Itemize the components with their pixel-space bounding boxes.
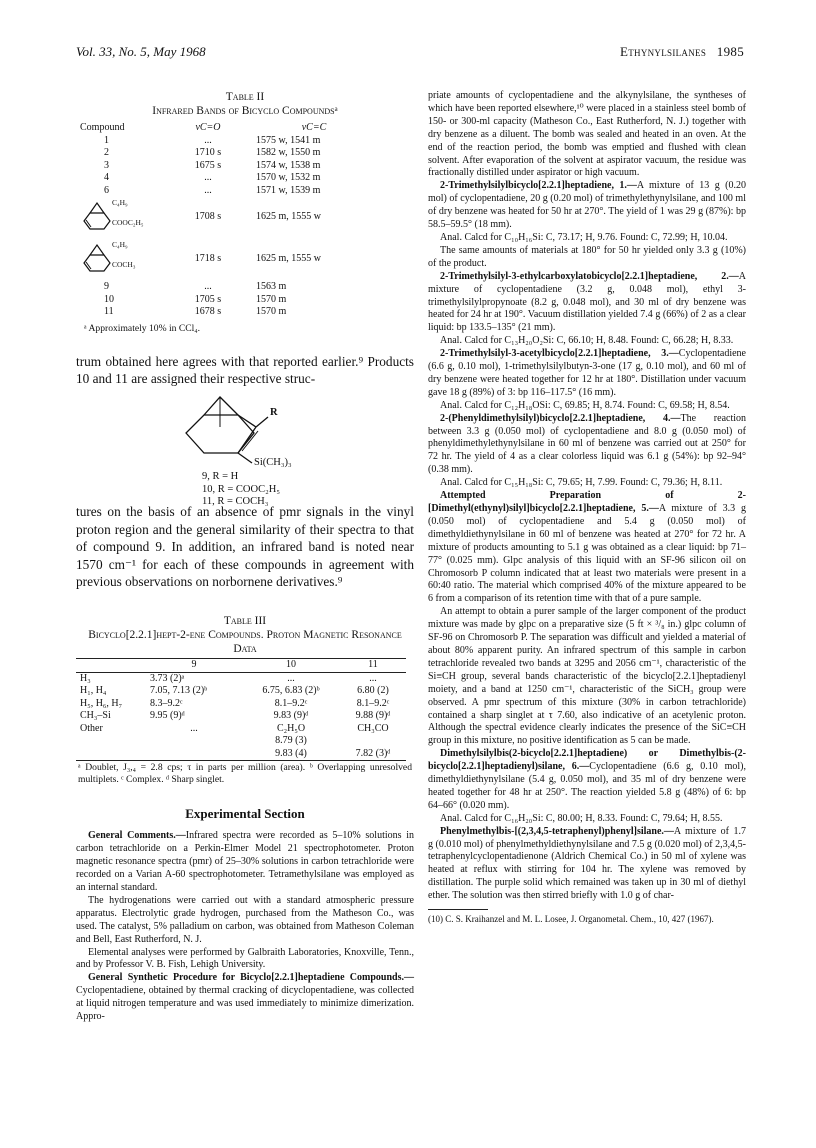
table3-footnote: ᵃ Doublet, J₃,₄ = 2.8 cps; τ in parts per million (area). ᵇ Overlapping unresolved multiplets. ᶜ Complex. ᵈ Sharp singlet. — [78, 762, 412, 786]
table-row: 3 1675 s 1574 w, 1538 m — [104, 159, 321, 171]
table-row: Other ... C₂H₅O CH₃CO — [80, 722, 389, 734]
running-header-left: Vol. 33, No. 5, May 1968 — [76, 44, 206, 59]
table-row: 1 ... 1575 w, 1541 m — [104, 134, 321, 146]
experimental-text: General Comments.—Infrared spectra were recorded as 5–10% solutions in carbon tetrachloride on a Perkin-Elmer Model 21 spectrophotometer. Proton magnetic resonance spectra (pmr) of 25–30% solutions in carbon tetrachloride were recorded on a Varian A-60 spectrophotometer. Tetramethylsilane was employed as an internal standard. The hydrogenations were carried out with a standard atmospheric pressure apparatus. Electrolytic grade hydrogen, purchased from the Matheson Co., was used. The catalyst, 5% palladium on carbon, was obtained from Matheson Coleman and Bell, East Rutherford, N. J. Elemental analyses were performed by Galbraith Laboratories, Knoxville, Tenn., and by Professor V. B. Fish, Lehigh University. General Synthetic Procedure for Bicyclo[2.2.1]heptadiene Compounds.—Cyclopentadiene, obtained by thermal cracking of dicyclopentadiene, was collected at liquid nitrogen temperature and was used immediately to minimize dimerization. Appro- — [76, 830, 414, 1023]
running-header-right — [620, 44, 744, 60]
table2 — [76, 122, 376, 319]
table2-caption: Infrared Bands of Bicyclo Compoundsᵃ — [152, 105, 338, 117]
left-column — [76, 90, 414, 1024]
bicyclo-structure-icon — [80, 241, 116, 277]
table-row: 11 1678 s 1570 m — [104, 306, 287, 317]
table3-title: Table III — [223, 615, 267, 628]
table2-header-compound: Compound — [80, 122, 125, 133]
section-title: Experimental Section — [185, 806, 305, 822]
table-row: 4 ... 1570 w, 1532 m — [104, 172, 321, 183]
table-row: CH₃–Si 9.95 (9)ᵈ 9.83 (9)ᵈ 9.88 (9)ᵈ — [80, 710, 391, 722]
table-row: 2 1710 s 1582 w, 1550 m — [104, 147, 321, 158]
table-row: 10 1705 s 1570 m — [104, 293, 287, 305]
structure-cell: C₄H₉ COCH₃ — [76, 239, 164, 281]
reference-footnote: (10) C. S. Kraihanzel and M. L. Losee, J. Organometal. Chem., 10, 427 (1967). — [428, 914, 714, 925]
table-row: C₄H₉ COCH₃ 1718 s 1625 m, 1555 w — [76, 239, 376, 281]
table-row: C₄H₉ COOC₂H₅ 1708 s 1625 m, 1555 w — [76, 197, 376, 239]
si-label: Si(CH₃)₃ — [254, 457, 292, 469]
table-row: H₃ 3.73 (2)ᵃ ... ... — [76, 672, 406, 685]
structure-cell: C₄H₉ COOC₂H₅ — [76, 197, 164, 239]
table-row: H₁, H₄ 7.05, 7.13 (2)ᵇ 6.75, 6.83 (2)ᵇ 6.80 (2) — [80, 685, 389, 697]
compound-legend: 9, R = H 10, R = COOC₂H₅ 11, R = COCH₃ — [202, 471, 281, 508]
table2-footnote: ᵃ Approximately 10% in CCl₄. — [84, 322, 201, 334]
table2-header-cc: νC=C — [301, 122, 327, 133]
bicyclo-structure-icon — [80, 199, 116, 235]
table-row: 9.83 (4) 7.82 (3)ᵈ — [275, 747, 391, 759]
r-label: R — [270, 407, 278, 419]
table2-title: Table II — [225, 91, 265, 103]
table3: 9 10 11 H₃ 3.73 (2)ᵃ ... ... H₁, H₄ 7.05, 7.13 (2)ᵇ 6.75, 6.83 (2)ᵇ 6.80 (2) H₅, H₆, H₇ 8.3–9.2ᶜ 8.1–9.2ᶜ 8.1–9.2ᶜ CH₃–Si 9.95 (9)ᵈ 9.83 (9)ᵈ 9.88 (9)ᵈ Other ... C₂H₅O CH₃CO 8.79 (3) 9.83 (4) 7.82 (3)ᵈ — [76, 658, 406, 762]
right-column: priate amounts of cyclopentadiene and the alkynylsilane, the syntheses of which have been reported elsewhere,¹⁰ were placed in a stainless steel bomb of 150- or 300-ml capacity (Matheson Co., East Rutherford, N. J.) together with dry benzene as a diluent. The bomb was sealed and heated in an oven. At the end of the reaction period, the bomb was emptied and flushed with clean solvent. After evaporation of the solvent at aspirator vacuum, the residue was fractionally distilled under aspirator or high vacuum. 2-Trimethylsilylbicyclo[2.2.1]heptadiene, 1.—A mixture of 13 g (0.20 mol) of cyclopentadiene, 20 g (0.20 mol) of trimethylethynylsilane, and 100 ml of dry benzene was heated for 50 hr at 270°. The yield of 1 was 29 g (87%): bp 58.5–59.5° (18 mm). Anal. Calcd for C₁₀H₁₆Si: C, 73.17; H, 9.76. Found: C, 72.99; H, 10.04. The same amounts of materials at 180° for 50 hr yielded only 3.3 g (10%) of the product. 2-Trimethylsilyl-3-ethylcarboxylatobicyclo[2.2.1]heptadiene, 2.—A mixture of cyclopentadiene (3.2 g, 0.048 mol), ethyl 3-trimethylsilylpropynoate (8.2 g, 0.048 mol), and 30 ml of dry benzene was heated for 24 hr at 190°. Vacuum distillation yielded 7.4 g (66%) of 2 as a clear liquid: bp 133.5–135° (21 mm). Anal. Calcd for C₁₃H₂₀O₂Si: C, 66.10; H, 8.48. Found: C, 66.28; H, 8.33. 2-Trimethylsilyl-3-acetylbicyclo[2.2.1]heptadiene, 3.—Cyclopentadiene (6.6 g, 0.10 mol), 1-trimethylsilylbutyn-3-one (17 g, 0.10 mol), and 60 ml of dry benzene were heated together for 12 hr at 180°. Distillation under vacuum gave 18 g (89%) of 3: bp 116–117.5° (16 mm). Anal. Calcd for C₁₂H₁₈OSi: C, 69.85; H, 8.74. Found: C, 69.58; H, 8.54. 2-(Phenyldimethylsilyl)bicyclo[2.2.1]heptadiene, 4.—The reaction between 3.3 g (0.050 mol) of cyclopentadiene and 8.0 g (0.050 mol) of phenyldimethylethynylsilane in 60 ml of benzene was carried out at 250° for 72 hr. The yield of 4 as a clear colorless liquid was 6.1 g (54%): bp 92–94° (0.38 mm). Anal. Calcd for C₁₅H₁₈Si: C, 79.65; H, 7.99. Found: C, 79.36; H, 8.11. Attempted Preparation of 2-[Dimethyl(ethynyl)silyl]bicyclo[2.2.1]heptadiene, 5.—A mixture of 3.3 g (0.050 mol) of cyclopentadiene and 5.4 g (0.050 mol) of dimethyldiethynylsilane in 60 ml of benzene was heated at 270° for 72 hr. A mixture of products amounting to 5.1 g was obtained as a clear liquid: bp 71–77° (0.025 mm). Glpc analysis of this liquid with an SF-96 silicon oil on Chromosorb P column indicated that at least two materials were present in a 60:40 ratio. The material which comprised 40% of the mixture appeared to be 6 from a comparison of its retention time with that of a pure sample. An attempt to obtain a purer sample of the larger component of the product mixture was made by glpc on a preparative size (5 ft × ³/₈ in.) glpc column of SF-96 on Chromosorb P. The separation was difficult and yielded a material of about 80% apparent purity. An infrared spectrum of this sample in carbon tetrachloride revealed two bands at 3295 and 2056 cm⁻¹, characteristic of the Si≡CH group, several bands characteristic of the bicyclo[2.2.1]heptadienyl moiety, and a band at 1250 cm⁻¹, characteristic of the SiCH₃ group were observed. A pmr spectrum of this mixture (30% in carbon tetrachloride) contained a sharp singlet at τ 7.60, also indicative of an acetylenic proton. Although the spectral evidence clearly indicates the presence of the SiC≡CH group in this mixture, no positive identification as 5 can be made. Dimethylsilylbis(2-bicyclo[2.2.1]heptadiene) or Dimethylbis-(2-bicyclo[2.2.1]heptadienyl)silane, 6.—Cyclopentadiene (6.6 g, 0.10 mol), dimethyldiethynylsilane (5.4 g, 0.050 mol), and 35 ml of dry benzene were heated together for 48 hr at 250°. The reaction yielded 5.8 g (48%) of 6: bp 64–66° (0.020 mm). Anal. Calcd for C₁₆H₂₀Si: C, 80.00; H, 8.33. Found: C, 79.64; H, 8.55. Phenylmethylbis-[(2,3,4,5-tetraphenyl)phenyl]silane.—A mixture of 1.7 g (0.010 mol) of phenylmethyldiethynylsilane and 7.5 g (0.020 mol) of 2,3,4,5-tetraphenylcyclopentadienone (Aldrich Chemical Co.) in 50 ml of xylene was heated at reflux with stirring for 104 hr. The xylene was removed by distillation. The purple solid which remained was taken up in 30 ml of diethyl ether. The solution was then stirred briefly with 1.0 g of char- (10) C. S. Kraihanzel and M. L. Losee, J. Organometal. Chem., 10, 427 (1967). — [428, 90, 747, 925]
table-row: 8.79 (3) — [275, 735, 307, 747]
footnote-divider — [428, 909, 488, 910]
page-number: 1985 — [716, 44, 744, 59]
body-text: trum obtained here agrees with that reported earlier.⁹ Products 10 and 11 are assigned their respective struc- — [76, 353, 414, 386]
body-text: tures on the basis of an absence of pmr signals in the vinyl proton region and the general similarity of their spectra to that of compound 9. In addition, an infrared band is noted near 1570 cm⁻¹ for each of these compounds in agreement with previous observations on norbornene derivatives.⁹ — [76, 504, 414, 589]
table3-caption: Bicyclo[2.2.1]hept-2-ene Compounds. Proton Magnetic Resonance Data — [88, 629, 402, 656]
table-row: 9 ... 1563 m — [104, 281, 287, 292]
table-row: H₅, H₆, H₇ 8.3–9.2ᶜ 8.1–9.2ᶜ 8.1–9.2ᶜ — [80, 697, 390, 709]
norbornene-structure-icon — [176, 393, 286, 467]
structure-figure — [76, 391, 414, 508]
table-row: 6 ... 1571 w, 1539 m — [104, 184, 321, 196]
running-title: Ethynylsilanes — [620, 44, 707, 59]
table2-header-co: νC=O — [195, 122, 221, 133]
